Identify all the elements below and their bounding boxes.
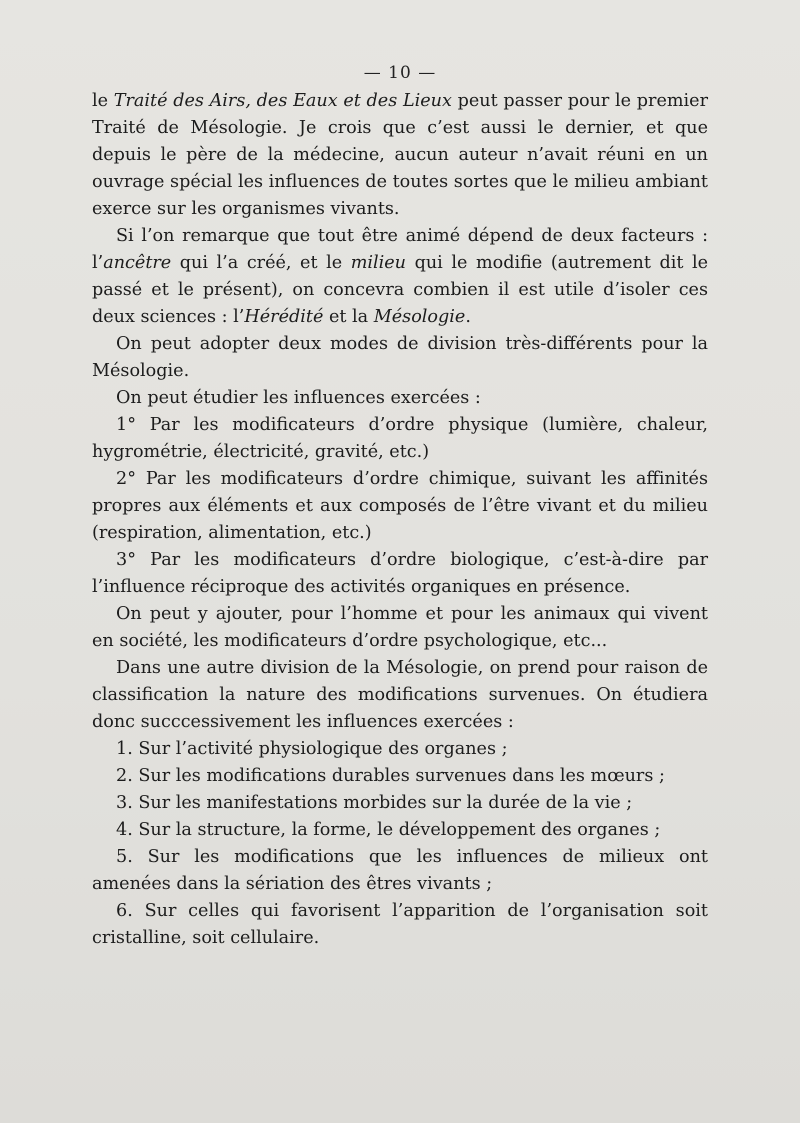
paragraph: [92, 655, 708, 736]
text-run: Dans une autre division de la Mésologie, on prend pour raison de classification la nature des modifications survenues. On étudiera donc succcessivement les influences exercées :: [92, 658, 708, 732]
paragraph: [92, 466, 708, 547]
paragraph: [92, 601, 708, 655]
paragraph: [92, 412, 708, 466]
text-run: On peut y ajouter, pour l’homme et pour les animaux qui vivent en société, les modificateurs d’ordre psychologique, etc...: [92, 604, 708, 651]
paragraph: [92, 790, 708, 817]
text-run: peut passer pour le premier Traité de Mésologie. Je crois que c’est aussi le dernier, et que depuis le père de la médecine, aucun auteur n’avait réuni en un ouvrage spécial les influences de toutes sortes que le milieu ambiant exerce sur les organismes vivants.: [92, 91, 708, 219]
italic-text: milieu: [350, 253, 407, 273]
text-run: 2° Par les modificateurs d’ordre chimique, suivant les affinités propres aux éléments et aux composés de l’être vivant et du milieu (respiration, alimentation, etc.): [92, 469, 708, 543]
text-run: Si l’on remarque que tout être animé dépend de deux facteurs : l’: [92, 226, 708, 273]
body-text: [92, 88, 708, 952]
paragraph: [92, 844, 708, 898]
italic-text: ancêtre: [103, 253, 172, 273]
paragraph: [92, 736, 708, 763]
text-run: 5. Sur les modifications que les influences de milieux ont amenées dans la sériation des êtres vivants ;: [92, 847, 708, 894]
text-run: qui le modifie (autrement dit le passé et le présent), on concevra combien il est utile d’isoler ces deux sciences : l’: [92, 253, 709, 327]
paragraph: [92, 763, 708, 790]
page-number: — 10 —: [363, 63, 437, 83]
text-run: 2. Sur les modifications durables survenues dans les mœurs ;: [116, 766, 665, 786]
paragraph: [92, 547, 708, 601]
text-run: 1° Par les modificateurs d’ordre physique (lumière, chaleur, hygrométrie, électricité, gravité, etc.): [92, 415, 708, 462]
paragraph: [92, 385, 708, 412]
italic-text: Mésologie: [373, 307, 466, 327]
italic-text: Hérédité: [244, 307, 324, 327]
text-run: On peut adopter deux modes de division très-différents pour la Mésologie.: [92, 334, 708, 381]
text-run: 6. Sur celles qui favorisent l’apparition de l’organisation soit cristalline, soit cellulaire.: [92, 901, 708, 948]
text-run: On peut étudier les influences exercées :: [116, 388, 481, 408]
text-run: qui l’a créé, et le: [171, 253, 351, 273]
text-run: 3. Sur les manifestations morbides sur la durée de la vie ;: [116, 793, 633, 813]
text-run: 4. Sur la structure, la forme, le développement des organes ;: [116, 820, 661, 840]
text-run: et la: [323, 307, 374, 327]
paragraph: [92, 331, 708, 385]
text-run: 1. Sur l’activité physiologique des organes ;: [116, 739, 508, 759]
text-run: 3° Par les modificateurs d’ordre biologique, c’est-à-dire par l’influence réciproque des activités organiques en présence.: [92, 550, 708, 597]
text-run: le: [92, 91, 114, 111]
text-run: .: [465, 307, 471, 327]
paragraph: [92, 898, 708, 952]
italic-text: Traité des Airs, des Eaux et des Lieux: [113, 91, 452, 111]
paragraph: [92, 817, 708, 844]
paragraph: [92, 223, 708, 331]
paragraph: [92, 88, 708, 223]
